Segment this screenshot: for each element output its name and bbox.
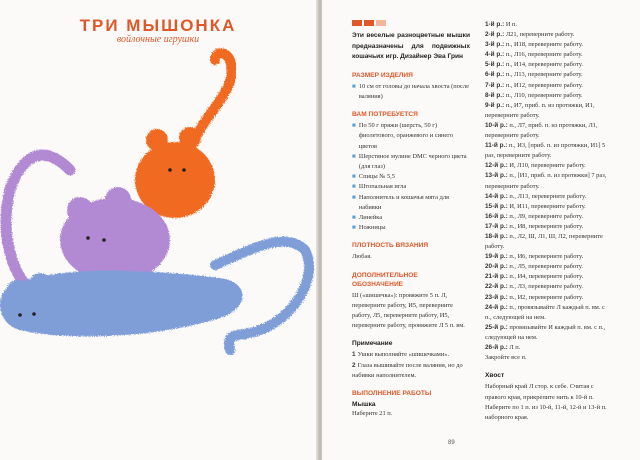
row-text: п., И12, переверните работу. [505,81,583,89]
blue-mouse-eye [18,313,22,317]
blue-mouse [0,271,243,337]
row-item [485,323,610,343]
row-label: 11-й р.: [485,142,508,150]
row-text: п., И18, переверните работу. [505,41,583,49]
bullet-icon: ■ [352,214,356,222]
row-item [485,222,610,232]
list-item: ■ 10 см от головы до начала хвоста (после валяния) [352,82,470,102]
row-text: п., провязывайте Л каждый п. вм. с п., следующей на нем. [485,303,605,321]
row-label: 21-й р.: [485,273,508,281]
orange-mouse-eye [168,168,172,172]
row-label: 20-й р.: [485,263,508,271]
rows-column [485,20,610,423]
row-item [485,212,610,222]
row-text: п., Л7, приб. п. из протяжки, Л1, переверните работу. [485,121,598,140]
row-item [485,293,610,303]
row-item [485,202,610,212]
list-item: ■ Штопальная игла [352,182,470,192]
row-label: 25-й р.: [485,323,508,331]
row-item [485,50,610,60]
size-heading: РАЗМЕР ИЗДЕЛИЯ [352,71,413,79]
note-heading: Примечание [352,340,393,348]
tail-text: Наборный край Л стор. к себе. Считая с правого края, прикрепите нить к 10-й п. Наберите по 1 п. из 10-й, 11-й, 12-й и 13-й п. наборного края. [485,383,607,421]
row-text: п., Л13, переверните работу. [505,71,583,79]
density-text: Любая. [352,253,372,261]
row-item [485,343,610,353]
row-item [485,171,610,191]
row-label: 17-й р.: [485,222,508,230]
row-item [485,20,610,30]
row-label: 19-й р.: [485,253,508,261]
left-page [0,0,318,460]
note-item: 1 Ушки выполняйте «шишечками». [352,351,450,359]
intro-text: Эти веселые разноцветные мышки предназначены для подвижных кошачьих игр. Дизайнер Эва Грин [352,32,470,61]
row-label: 3-й р.: [485,41,505,49]
row-item [485,81,610,91]
row-label: 12-й р.: [485,162,508,170]
page-number: 89 [448,440,455,446]
purple-mouse-eye [102,238,106,242]
row-item [485,70,610,80]
row-label: 23-й р.: [485,293,508,301]
row-text: п., И2, переверните работу. [509,293,584,301]
blue-mouse-eye [32,312,36,316]
bullet-icon: ■ [352,122,356,130]
row-label: 15-й р.: [485,202,508,210]
row-item [485,262,610,272]
row-text: п., Л13, переверните работу. [509,192,587,200]
list-item: ■ Наполнитель и кошачья мята для набивки [352,193,470,213]
row-label: 9-й р.: [485,101,505,109]
row-item [485,192,610,202]
row-text: п., И4, переверните работу. [509,273,584,281]
work-heading: ВЫПОЛНЕНИЕ РАБОТЫ [352,390,432,398]
row-text: п., Л16, переверните работу. [505,51,583,59]
density-heading: ПЛОТНОСТЬ ВЯЗАНИЯ [352,242,429,250]
materials-list [352,121,470,233]
row-text: Л21, переверните работу. [505,31,575,39]
bullet-icon: ■ [352,183,356,191]
extra-text: Ш («шишечка»): провяжите 5 п. Л, переверните работу, И5, переверните работу, Л5, переверните работу, И5, переверните работу, провяжите Л 5 п. вм. [352,291,465,330]
bullet-icon: ■ [352,193,356,201]
row-text: провязывайте И каждый п. вм. с п., следующей на нем. [485,323,606,341]
size-list [352,82,470,102]
page-subtitle: войлочные игрушки [116,34,200,45]
row-item [485,272,610,282]
page-title: ТРИ МЫШОНКА [79,16,237,35]
row-label: 18-й р.: [485,232,508,240]
list-item: ■ Спицы № 5,5 [352,172,470,182]
row-label: 24-й р.: [485,303,508,311]
row-text: Л п. [509,344,521,351]
extra-heading: ДОПОЛНИТЕЛЬНОЕ ОБОЗНАЧЕНИЕ [352,271,418,288]
materials-heading: ВАМ ПОТРЕБУЕТСЯ [352,111,418,119]
row-text: п., Л2, Ш, Л1, Ш, Л2, переверните работу. [485,232,603,251]
row-text: п., И6, переверните работу. [509,253,584,261]
row-item [485,161,610,171]
row-item [485,141,610,161]
row-text: п., И14, переверните работу. [505,61,583,69]
row-item [485,91,610,101]
row-item [485,40,610,50]
row-item [485,121,610,141]
bullet-icon: ■ [352,173,356,181]
row-item [485,232,610,252]
row-label: 10-й р.: [485,121,508,129]
list-item: ■ По 50 г пряжи (шерсть, 50 г) фиолетового, оранжевого и синего цветов [352,121,470,152]
row-item [485,60,610,70]
row-instructions [485,20,610,353]
row-item [485,30,610,40]
bullet-icon: ■ [352,224,356,232]
materials-column [352,20,470,419]
row-item [485,282,610,292]
row-label: 6-й р.: [485,71,505,79]
row-label: 16-й р.: [485,212,508,220]
row-text: п., И3, [приб. п. из протяжки, И1] 5 раз, переверните работу. [485,142,606,160]
row-label: 5-й р.: [485,61,505,69]
row-text: п., Л9, переверните работу. [509,212,583,220]
row-text: п., Л10, переверните работу. [505,91,583,99]
row-label: 8-й р.: [485,91,505,99]
purple-mouse-eye [86,236,90,240]
row-label: 4-й р.: [485,51,505,59]
list-item: ■ Шерстяное мулине DMC черного цвета (для глаз) [352,152,470,172]
work-text: Наберите 21 п. [352,410,393,418]
list-item: ■ Линейка [352,213,470,223]
orange-mouse [135,127,215,218]
purple-mouse-tail [6,155,70,290]
row-item [485,101,610,121]
work-subheading: Мышка [352,401,376,409]
row-text: И, Л10, переверните работу. [509,162,586,170]
row-item [485,252,610,262]
row-text: п., И7, приб. п. из протяжки, И1, переверните работу. [485,101,595,119]
row-label: 22-й р.: [485,283,508,291]
row-text: п., Л5, переверните работу. [509,263,583,271]
row-label: 14-й р.: [485,192,508,200]
tail-heading: Хвост [485,372,505,380]
row-item [485,303,610,323]
note-item: 2 Глаза вышивайте после валяния, но до набивки наполнителем. [352,361,463,379]
bullet-icon: ■ [352,152,356,160]
row-label: 13-й р.: [485,172,508,180]
row-text: п., Л3, переверните работу. [509,283,583,291]
orange-mouse-eye [182,168,186,172]
section-tag [352,20,470,26]
row-label: 7-й р.: [485,81,505,89]
row-text: п., И8, переверните работу. [509,222,584,230]
row-text: И, И11, переверните работу. [509,202,586,210]
close-text: Закройте все п. [485,354,527,362]
row-label: 26-й р.: [485,344,508,351]
row-label: 2-й р.: [485,31,505,39]
row-text: И п. [505,21,518,28]
felt-mice-photo [0,40,316,365]
row-text: п., [И1, приб. п. из протяжки] 7 раз, переверните работу. [485,172,607,190]
bullet-icon: ■ [352,82,356,90]
list-item: ■ Ножницы [352,223,470,233]
row-label: 1-й р.: [485,21,505,28]
